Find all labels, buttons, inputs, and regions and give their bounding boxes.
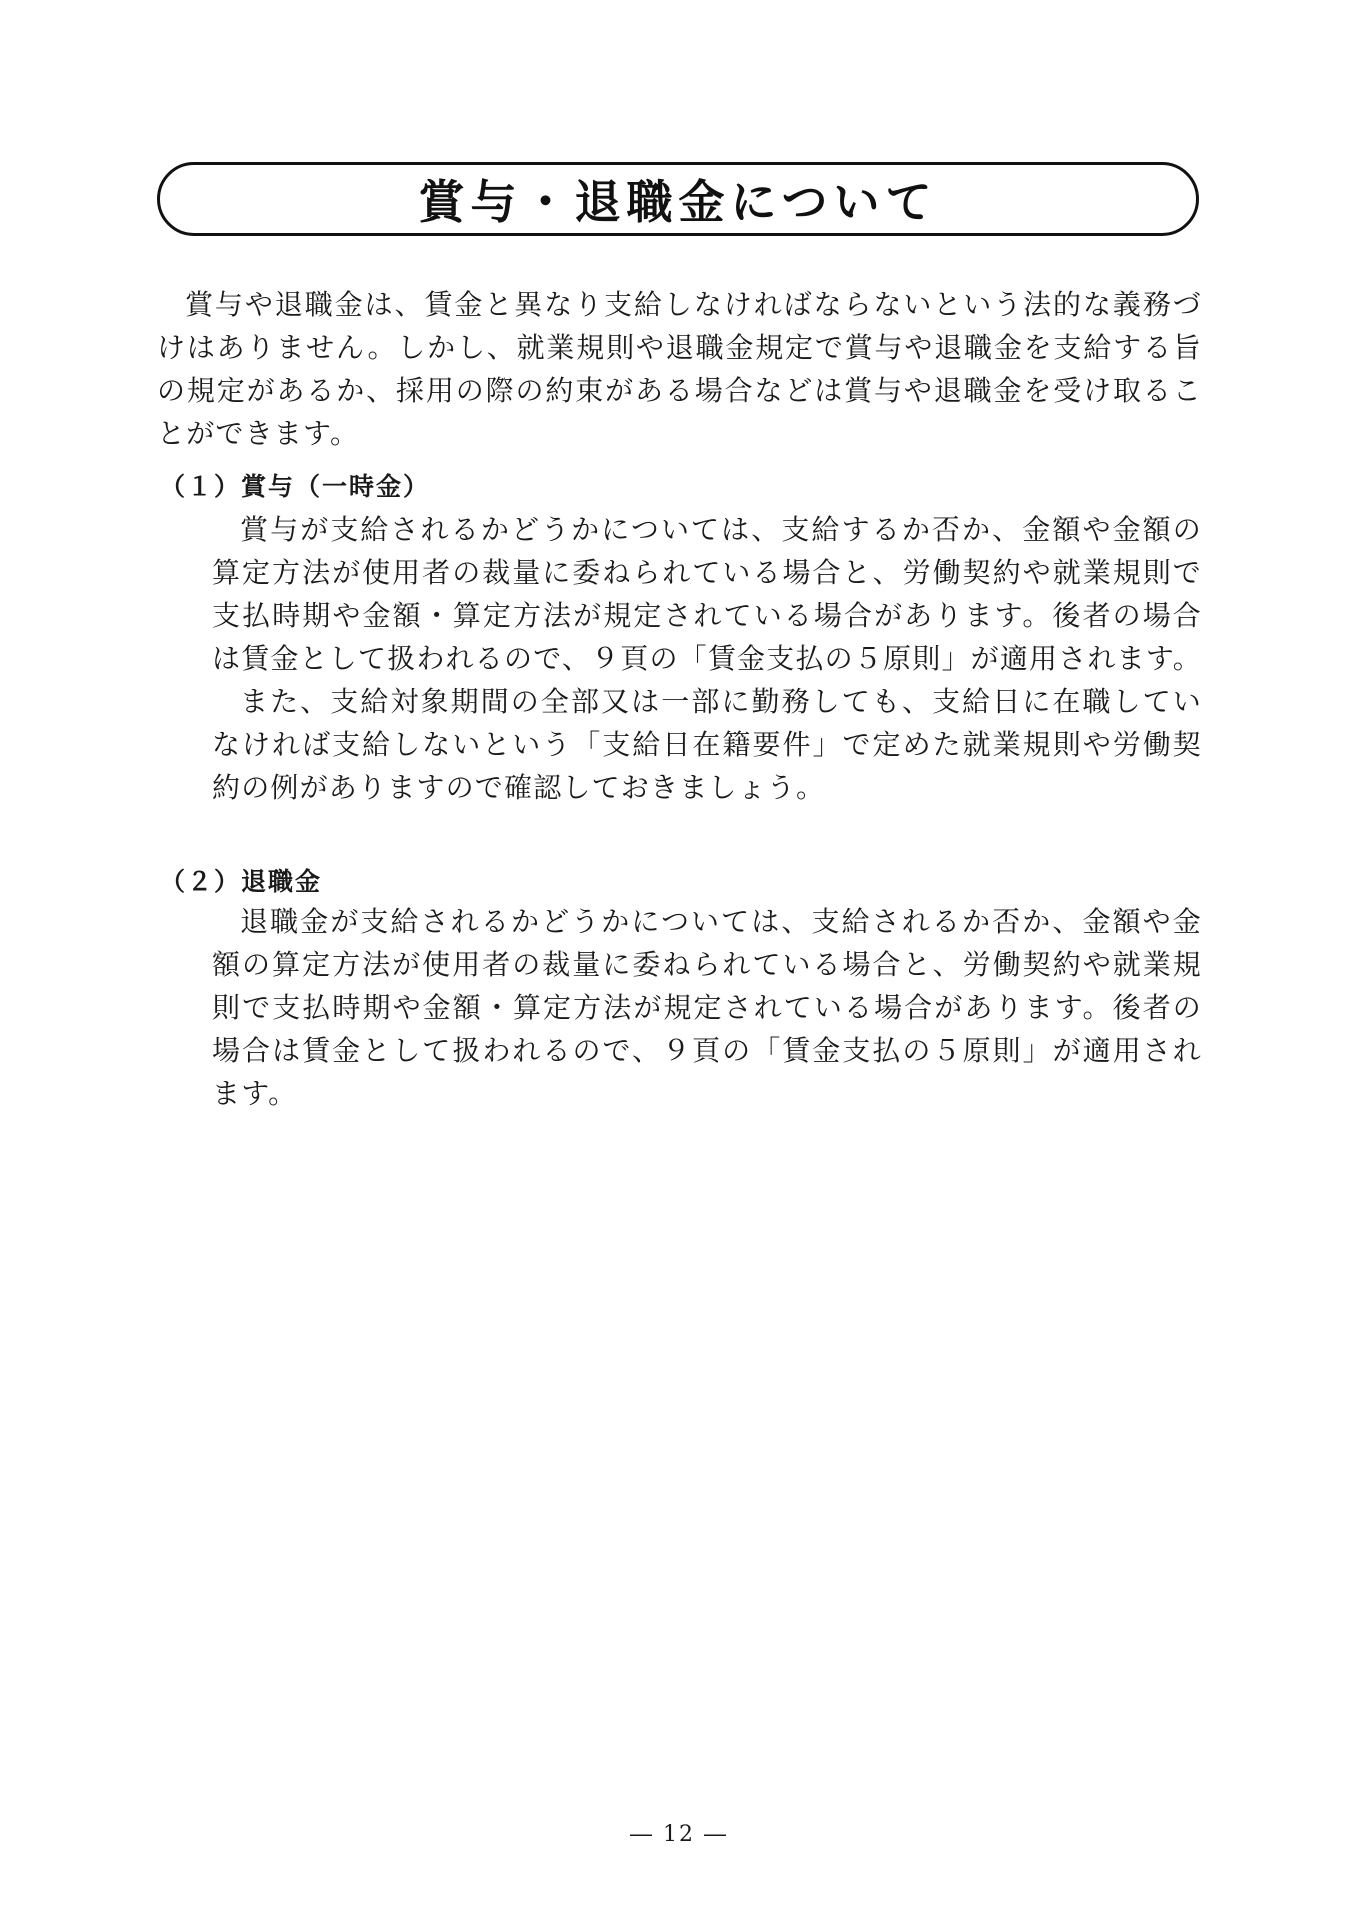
bonus-paragraph-2: また、支給対象期間の全部又は一部に勤務しても、支給日に在職していなければ支給しないという「支給日在籍要件」で定めた就業規則や労働契約の例がありますので確認しておきましょう。	[212, 685, 1202, 804]
section-heading-retirement: （２）退職金	[160, 867, 323, 896]
page-number: ― 12 ―	[630, 1822, 728, 1847]
page-title: 賞与・退職金について	[418, 175, 938, 229]
intro-paragraph: 賞与や退職金は、賃金と異なり支給しなければならないという法的な義務づけはありません。しかし、就業規則や退職金規定で賞与や退職金を支給する旨の規定があるか、採用の際の約束がある場合などは賞与や退職金を受け取ることができます。	[157, 288, 1202, 450]
title-box	[157, 162, 1199, 236]
bonus-paragraph-1: 賞与が支給されるかどうかについては、支給するか否か、金額や金額の算定方法が使用者の裁量に委ねられている場合と、労働契約や就業規則で支払時期や金額・算定方法が規定されている場合があります。後者の場合は賃金として扱われるので、９頁の「賃金支払の５原則」が適用されます。	[212, 513, 1203, 675]
retirement-paragraph-1: 退職金が支給されるかどうかについては、支給されるか否か、金額や金額の算定方法が使用者の裁量に委ねられている場合と、労働契約や就業規則で支払時期や金額・算定方法が規定されている場合があります。後者の場合は賃金として扱われるので、９頁の「賃金支払の５原則」が適用されます。	[212, 905, 1202, 1110]
section-heading-bonus: （１）賞与（一時金）	[160, 472, 431, 501]
